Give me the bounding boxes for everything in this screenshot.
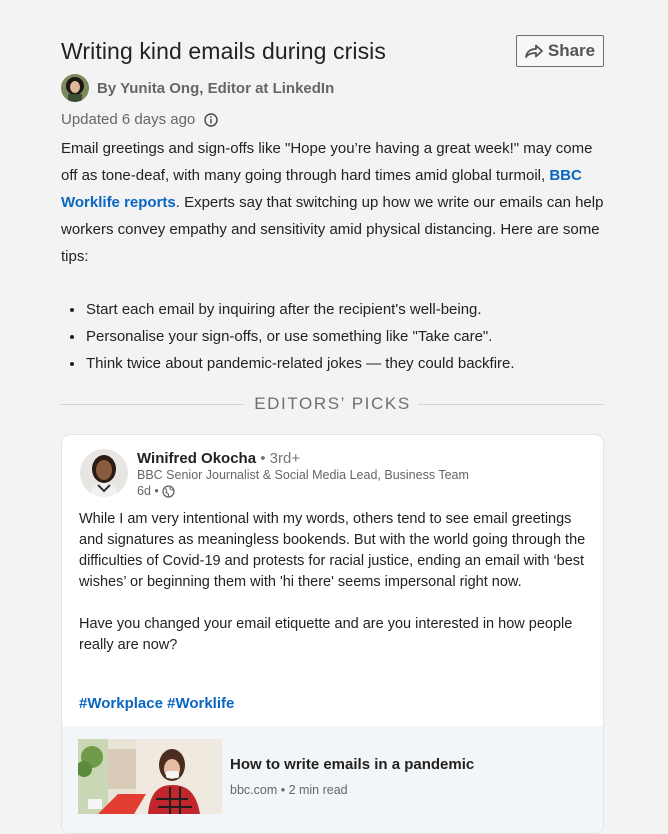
tip-item: • Think twice about pandemic-related jokes — they could backfire. bbox=[85, 350, 515, 377]
share-button[interactable] bbox=[516, 35, 604, 67]
shared-article-title[interactable]: How to write emails in a pandemic bbox=[230, 756, 475, 773]
share-label: Share bbox=[547, 41, 596, 60]
tips-list bbox=[61, 296, 515, 377]
shared-article-meta: bbc.com • 2 min read bbox=[230, 783, 348, 797]
post-author-name-text[interactable]: Winifred Okocha bbox=[137, 450, 257, 467]
byline bbox=[61, 74, 334, 102]
tip-item: • Start each email by inquiring after the recipient's well-being. bbox=[85, 296, 515, 323]
globe-icon bbox=[162, 485, 175, 498]
author-avatar-small[interactable] bbox=[61, 74, 89, 102]
connection-degree: • 3rd+ bbox=[256, 450, 301, 467]
post-author-avatar[interactable] bbox=[80, 449, 128, 497]
post-author-name[interactable] bbox=[137, 450, 300, 467]
updated-text: Updated 6 days ago bbox=[61, 111, 196, 128]
info-icon[interactable] bbox=[204, 113, 218, 127]
byline-text[interactable]: By Yunita Ong, Editor at LinkedIn bbox=[97, 79, 335, 97]
post-author-title: BBC Senior Journalist & Social Media Lead, Business Team bbox=[137, 468, 469, 482]
article-title: Writing kind emails during crisis bbox=[61, 38, 386, 64]
post-time-text: 6d • bbox=[137, 484, 159, 498]
body-text-part1: Email greetings and sign-offs like "Hope you’re having a great week!" may come off as tone-deaf, with many going through hard times amid global turmoil, bbox=[61, 140, 593, 184]
editors-picks-divider bbox=[61, 394, 604, 414]
tip-item: • Personalise your sign-offs, or use something like "Take care". bbox=[85, 323, 515, 350]
article-body bbox=[61, 135, 604, 270]
updated-row bbox=[61, 111, 218, 128]
post-paragraph: Have you changed your email etiquette and are you interested in how people really are now? bbox=[79, 616, 573, 653]
post-hashtags bbox=[79, 695, 234, 712]
divider-line-right bbox=[418, 404, 604, 405]
hashtag-workplace[interactable]: #Workplace bbox=[79, 695, 163, 712]
editors-pick-post bbox=[61, 434, 604, 834]
bbc-worklife-link[interactable]: BBC Worklife reports bbox=[61, 167, 582, 211]
body-text-part2: . Experts say that switching up how we write our emails can help workers convey empathy and sensitivity amid physical distancing. Here are some tips: bbox=[61, 194, 604, 265]
post-time bbox=[137, 484, 175, 498]
title-row bbox=[61, 36, 604, 70]
share-icon bbox=[525, 44, 543, 58]
post-paragraph: While I am very intentional with my words, others tend to see email greetings and signatures as meaningless bookends. But with the world going through the difficulties of Covid-19 and protests for racial justice, ending an email with ‘best wishes’ or beginning them with 'hi there' seems impersonal right now. bbox=[79, 511, 586, 590]
hashtag-worklife[interactable]: #Worklife bbox=[167, 695, 235, 712]
article-thumbnail[interactable] bbox=[78, 739, 222, 814]
editors-picks-label: EDITORS’ PICKS bbox=[254, 394, 411, 413]
post-text bbox=[79, 509, 589, 677]
